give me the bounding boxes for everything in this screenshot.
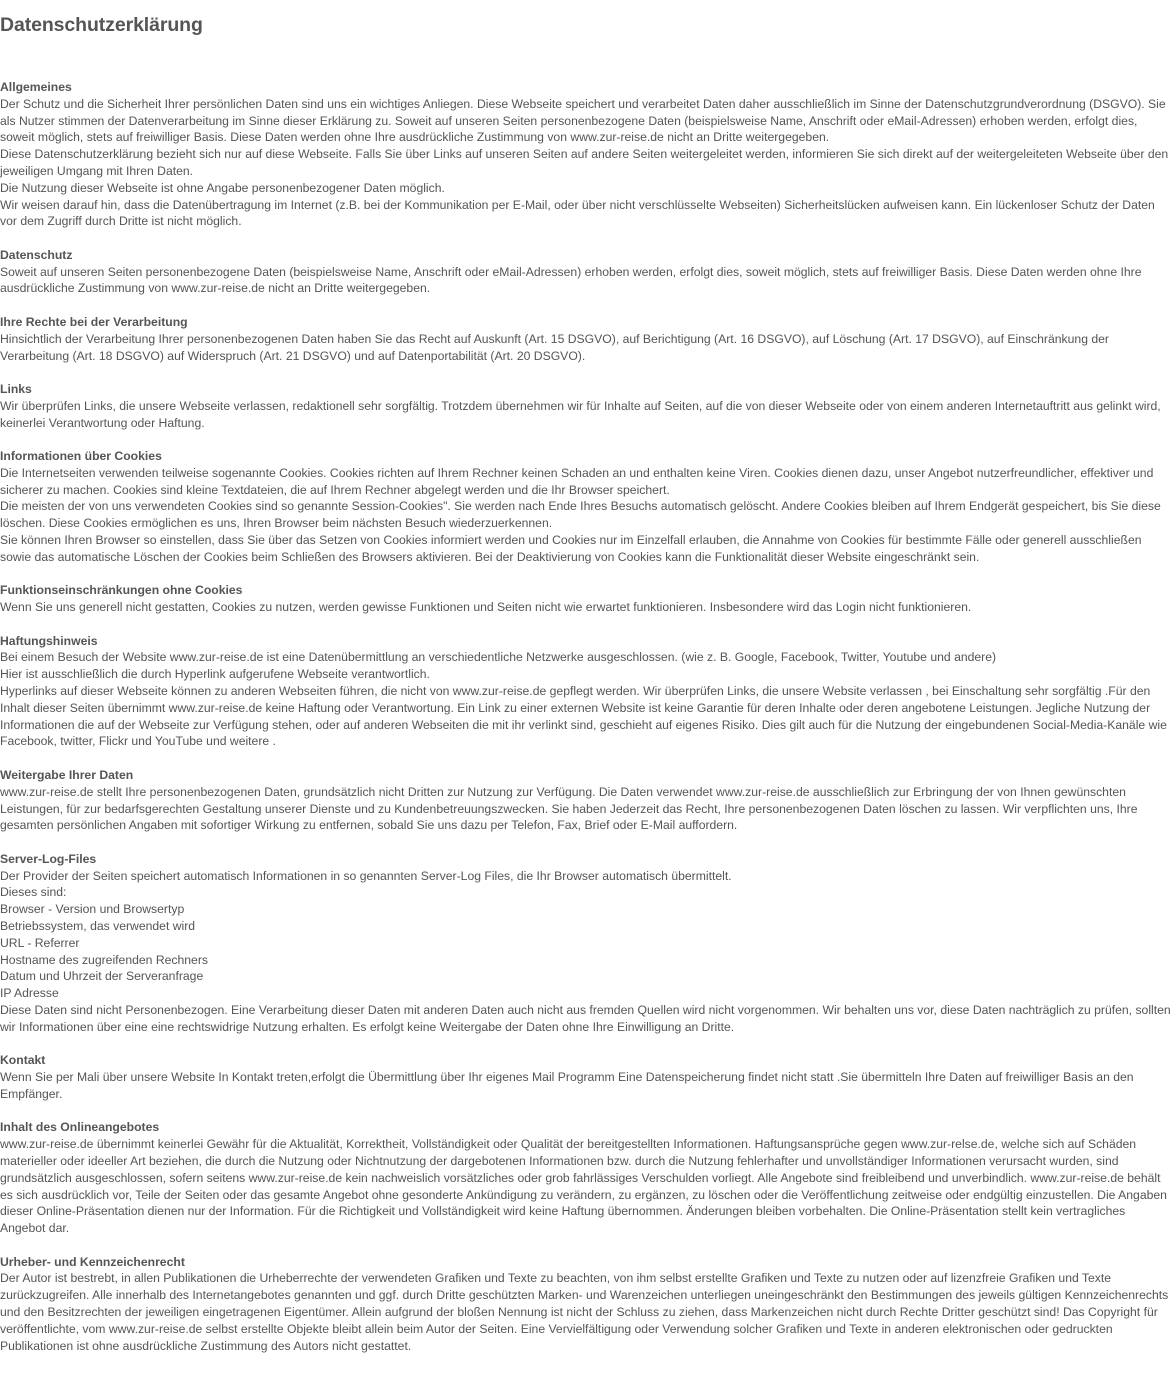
- section-heading: Kontakt: [0, 1053, 46, 1068]
- section-heading: Informationen über Cookies: [0, 449, 162, 464]
- section-paragraph: Betriebssystem, das verwendet wird: [0, 918, 196, 933]
- section-paragraph: Hinsichtlich der Verarbeitung Ihrer personenbezogenen Daten haben Sie das Recht auf Auskunft (Art. 15 DSGVO), auf Berichtigung (Art. 16 DSGVO), auf Löschung (Art. 17 DSGVO), auf Einschränkung der Verarbeitung (Art. 18 DSGVO) auf Widerspruch (Art. 21 DSGVO) und auf Datenportabilität (Art. 20 DSGVO).: [0, 331, 1109, 363]
- section-paragraph: Soweit auf unseren Seiten personenbezogene Daten (beispielsweise Name, Anschrift oder eMail-Adressen) erhoben werden, erfolgt dies, soweit möglich, stets auf freiwilliger Basis. Diese Daten werden ohne Ihre ausdrückliche Zustimmung von www.zur-reise.de nicht an Dritte weitergegeben.: [0, 264, 1142, 296]
- section-paragraph: Wir überprüfen Links, die unsere Webseite verlassen, redaktionell sehr sorgfältig. Trotzdem übernehmen wir für Inhalte auf Seiten, auf die von dieser Webseite oder von einem anderen Internetauftritt aus gelinkt wird, keinerlei Verantwortung oder Haftung.: [0, 398, 1161, 430]
- policy-content: [0, 79, 1173, 1371]
- section-paragraph: Die Nutzung dieser Webseite ist ohne Angabe personenbezogener Daten möglich.: [0, 180, 445, 195]
- section-paragraph: Die meisten der von uns verwendeten Cookies sind so genannte Session-Cookies". Sie werden nach Ende Ihres Besuchs automatisch gelöscht. Andere Cookies bleiben auf Ihrem Endgerät gespeichert, bis Sie diese löschen. Diese Cookies ermöglichen es uns, Ihren Browser beim nächsten Besuch wiederzuerkennen.: [0, 499, 1161, 531]
- section-heading: Haftungshinweis: [0, 633, 98, 648]
- section-paragraph: Bei einem Besuch der Website www.zur-reise.de ist eine Datenübermittlung an verschiedentliche Netzwerke ausgeschlossen. (wie z. B. Google, Facebook, Twitter, Youtube und andere): [0, 650, 997, 665]
- section-heading: Urheber- und Kennzeichenrecht: [0, 1254, 185, 1269]
- section-paragraph: www.zur-reise.de übernimmt keinerlei Gewähr für die Aktualität, Korrektheit, Vollständigkeit oder Qualität der bereitgestellten Informationen. Haftungsansprüche gegen www.zur-relse.de, welche sich auf Schäden materieller oder ideeller Art beziehen, die durch die Nutzung oder Nichtnutzung der dargebotenen Informationen bzw. durch die Nutzung fehlerhafter und unvollständiger Informationen verursacht wurden, sind grundsätzlich ausgeschlossen, sofern seitens www.zur-reise.de kein nachweislich vorsätzliches oder grob fahrlässiges Verschulden vorliegt. Alle Angebote sind freibleibend und unverbindlich. www.zur-reise.de behält es sich ausdrücklich vor, Teile der Seiten oder das gesamte Angebot ohne gesonderte Ankündigung zu verändern, zu ergänzen, zu löschen oder die Veröffentlichung zeitweise oder endgültig einzustellen. Die Angaben dieser Online-Präsentation dienen nur der Information. Für die Richtigkeit und Vollständigkeit wird keine Haftung übernommen. Änderungen bleiben vorbehalten. Die Online-Präsentation stellt kein vertragliches Angebot dar.: [0, 1137, 1167, 1236]
- section-heading: Links: [0, 382, 32, 397]
- section-paragraph: Dieses sind:: [0, 885, 67, 900]
- policy-section: [0, 1254, 1173, 1355]
- section-paragraph: Wenn Sie uns generell nicht gestatten, Cookies zu nutzen, werden gewisse Funktionen und Seiten nicht wie erwartet funktionieren. Insbesondere wird das Login nicht funktionieren.: [0, 600, 972, 615]
- section-paragraph: Sie können Ihren Browser so einstellen, dass Sie über das Setzen von Cookies informiert werden und Cookies nur im Einzelfall erlauben, die Annahme von Cookies für bestimmte Fälle oder generell ausschließen sowie das automatische Löschen der Cookies beim Schließen des Browsers aktivieren. Bei der Deaktivierung von Cookies kann die Funktionalität dieser Website eingeschränkt sein.: [0, 533, 1142, 564]
- section-paragraph: URL - Referrer: [0, 935, 80, 950]
- section-paragraph: Diese Daten sind nicht Personenbezogen. Eine Verarbeitung dieser Daten mit anderen Daten auch nicht aus fremden Quellen wird nicht vorgenommen. Wir behalten uns vor, diese Daten nachträglich zu prüfen, sollten wir Informationen über eine eine rechtswidrige Nutzung erhalten. Es erfolgt keine Weitergabe der Daten ohne Ihre Einwilligung an Dritte.: [0, 1002, 1171, 1034]
- section-paragraph: Hier ist ausschließlich die durch Hyperlink aufgerufene Webseite verantwortlich.: [0, 667, 430, 682]
- section-paragraph: IP Adresse: [0, 986, 59, 1001]
- policy-section: [0, 633, 1173, 751]
- section-paragraph: Wir weisen darauf hin, dass die Datenübertragung im Internet (z.B. bei der Kommunikation per E-Mail, oder über nicht verschlüsselte Webseiten) Sicherheitslücken aufweisen kann. Ein lückenloser Schutz der Daten vor dem Zugriff durch Dritte ist nicht möglich.: [0, 197, 1155, 229]
- section-heading: Datenschutz: [0, 247, 73, 262]
- section-heading: Inhalt des Onlineangebotes: [0, 1120, 160, 1135]
- section-heading: Server-Log-Files: [0, 851, 97, 866]
- page-title: Datenschutzerklärung: [0, 14, 203, 36]
- policy-section: [0, 79, 1173, 230]
- section-paragraph: Hyperlinks auf dieser Webseite können zu anderen Webseiten führen, die nicht von www.zur-reise.de gepflegt werden. Wir überprüfen Links, die unsere Website verlassen , bei Einschaltung sehr sorgfältig .Für den Inhalt dieser Seiten übernimmt www.zur-reise.de keine Haftung oder Verantwortung. Ein Link zu einer externen Website ist keine Garantie für deren Inhalte oder deren angebotene Leistungen. Jegliche Nutzung der Informationen die auf der Webseite zur Verfügung stehen, oder auf anderen Webseiten die mit ihr verlinkt sind, geschieht auf eigenes Risiko. Dies gilt auch für die Nutzung der eingebundenen Social-Media-Kanäle wie Facebook, twitter, Flickr und YouTube und weitere .: [0, 684, 1167, 749]
- section-paragraph: Diese Datenschutzerklärung bezieht sich nur auf diese Webseite. Falls Sie über Links auf unseren Seiten auf andere Seiten weitergeleitet werden, informieren Sie sich direkt auf der weitergeleiteten Webseite über den jeweiligen Umgang mit Ihren Daten.: [0, 147, 1169, 178]
- section-paragraph: Die Internetseiten verwenden teilweise sogenannte Cookies. Cookies richten auf Ihrem Rechner keinen Schaden an und enthalten keine Viren. Cookies dienen dazu, unser Angebot nutzerfreundlicher, effektiver und sicherer zu machen. Cookies sind kleine Textdateien, die auf Ihrem Rechner abgelegt werden und die Ihr Browser speichert.: [0, 465, 1154, 497]
- section-heading: Ihre Rechte bei der Verarbeitung: [0, 314, 188, 329]
- section-paragraph: Der Schutz und die Sicherheit Ihrer persönlichen Daten sind uns ein wichtiges Anliegen. Diese Webseite speichert und verarbeitet Daten daher ausschließlich im Sinne der Datenschutzgrundverordnung (DSGVO). Sie als Nutzer stimmen der Datenverarbeitung im Sinne dieser Erklärung zu. Soweit auf unseren Seiten personenbezogene Daten (beispielsweise Name, Anschrift oder eMail-Adressen) erhoben werden, erfolgt dies, soweit möglich, stets auf freiwilliger Basis. Diese Daten werden ohne Ihre ausdrückliche Zustimmung von www.zur-reise.de nicht an Dritte weitergegeben.: [0, 96, 1166, 145]
- policy-section: [0, 448, 1173, 566]
- policy-section: [0, 582, 1173, 616]
- section-paragraph: Der Provider der Seiten speichert automatisch Informationen in so genannten Server-Log Files, die Ihr Browser automatisch übermittelt.: [0, 868, 732, 883]
- section-heading: Weitergabe Ihrer Daten: [0, 767, 134, 782]
- policy-section: [0, 767, 1173, 834]
- section-paragraph: Hostname des zugreifenden Rechners: [0, 952, 208, 967]
- section-paragraph: www.zur-reise.de stellt Ihre personenbezogenen Daten, grundsätzlich nicht Dritten zur Nutzung zur Verfügung. Die Daten verwendet www.zur-reise.de ausschließlich zur Erbringung der von Ihnen gewünschten Leistungen, für zur bedarfsgerechten Gestaltung unserer Dienste und zu Kundenbetreuungszwecken. Sie haben Jederzeit das Recht, Ihre personenbezogenen Daten löschen zu lassen. Wir verpflichten uns, Ihre gesamten persönlichen Angaben mit sofortiger Wirkung zu entfernen, sobald Sie uns dazu per Telefon, Fax, Brief oder E-Mail auffordern.: [0, 784, 1138, 833]
- section-heading: Allgemeines: [0, 80, 72, 94]
- section-paragraph: Wenn Sie per Mali über unsere Website In Kontakt treten,erfolgt die Übermittlung über Ihr eigenes Mail Programm Eine Datenspeicherung findet nicht statt .Sie übermitteln Ihre Daten auf freiwilliger Basis an den Empfänger.: [0, 1070, 1134, 1101]
- policy-section: [0, 1052, 1173, 1102]
- section-paragraph: Datum und Uhrzeit der Serveranfrage: [0, 969, 204, 984]
- policy-section: [0, 851, 1173, 1036]
- policy-section: [0, 247, 1173, 297]
- section-heading: Funktionseinschränkungen ohne Cookies: [0, 583, 243, 598]
- policy-section: [0, 1119, 1173, 1237]
- section-paragraph: Browser - Version und Browsertyp: [0, 902, 185, 917]
- section-paragraph: Der Autor ist bestrebt, in allen Publikationen die Urheberrechte der verwendeten Grafiken und Texte zu beachten, von ihm selbst erstellte Grafiken und Texte zu nutzen oder auf lizenzfreie Grafiken und Texte zurückzugreifen. Alle innerhalb des Internetangebotes genannten und ggf. durch Dritte geschützten Marken- und Warenzeichen unterliegen uneingeschränkt den Bestimmungen des jeweils gültigen Kennzeichenrechts und den Besitzrechten der jeweiligen eingetragenen Eigentümer. Allein aufgrund der bloßen Nennung ist nicht der Schluss zu ziehen, dass Markenzeichen nicht durch Rechte Dritter geschützt sind! Das Copyright für veröffentlichte, vom www.zur-reise.de selbst erstellte Objekte bleibt allein beim Autor der Seiten. Eine Vervielfältigung oder Verwendung solcher Grafiken und Texte in anderen elektronischen oder gedruckten Publikationen ist ohne ausdrückliche Zustimmung des Autors nicht gestattet.: [0, 1271, 1169, 1353]
- policy-section: [0, 314, 1173, 364]
- policy-section: [0, 381, 1173, 431]
